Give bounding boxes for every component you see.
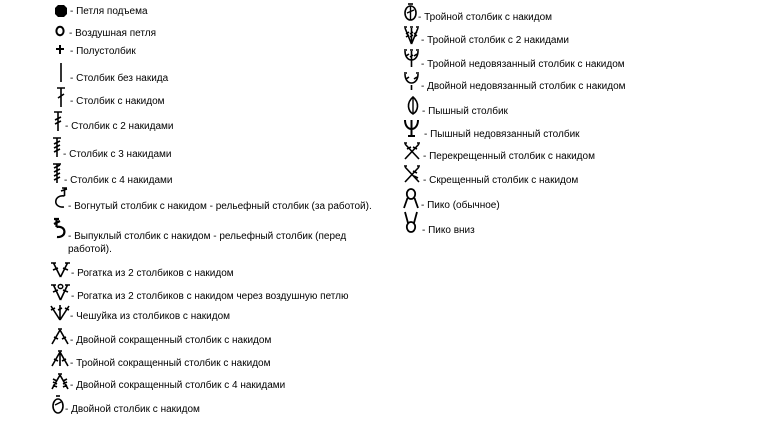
legend-label: - Пико (обычное) xyxy=(421,200,500,211)
legend-label: - Петля подъема xyxy=(70,6,148,17)
legend-item-treble-3yo xyxy=(51,136,171,161)
legend-item-back-post xyxy=(51,186,372,213)
legend-item-triple-dc-2yo xyxy=(403,26,569,47)
legend-item-stitch-no-yo xyxy=(55,62,168,85)
legend-item-crossed-stitch xyxy=(403,165,578,187)
legend-item-slip-loop xyxy=(54,4,148,18)
crossed-dc-icon xyxy=(403,142,421,161)
legend-label: - Пико вниз xyxy=(422,225,475,236)
slip-loop-dot-icon xyxy=(54,4,68,18)
legend-label: - Рогатка из 2 столбиков с накидом через воздушную петлю xyxy=(71,291,349,302)
picot-down-icon xyxy=(403,211,419,233)
puff-stitch-icon xyxy=(405,96,421,116)
legend-item-shell xyxy=(50,304,230,323)
unfinished-puff-icon xyxy=(403,118,420,138)
dc2tog-4yo-icon xyxy=(50,373,70,391)
legend-label: - Полустолбик xyxy=(70,46,136,57)
legend-item-treble-4yo xyxy=(51,162,172,187)
legend-item-crossed-dc xyxy=(403,142,595,163)
legend-label: - Тройной недовязанный столбик с накидом xyxy=(421,59,625,70)
double-crochet-icon xyxy=(55,86,67,108)
legend-item-picot xyxy=(403,188,500,212)
legend-item-chain xyxy=(55,25,156,40)
legend-item-treble-2yo xyxy=(52,110,173,133)
legend-item-v-stitch xyxy=(50,261,234,280)
legend-label: - Двойной сокращенный столбик с накидом xyxy=(70,335,272,346)
legend-label: - Вогнутый столбик с накидом - рельефный столбик (за работой). xyxy=(68,201,372,212)
triple-dc-2yo-icon xyxy=(403,26,420,46)
treble-3yo-icon xyxy=(51,136,63,158)
single-crochet-plus-icon xyxy=(55,44,66,56)
legend-label: - Пышный недовязанный столбик xyxy=(424,129,580,140)
treble-2yo-icon xyxy=(52,110,64,132)
legend-label: - Тройной сокращенный столбик с накидом xyxy=(70,358,271,369)
legend-item-dc3tog xyxy=(50,350,270,370)
legend-item-single-crochet xyxy=(55,44,136,58)
stitch-no-yo-icon xyxy=(55,62,67,84)
legend-item-double-dc xyxy=(51,395,200,416)
legend-item-triple-unfinished xyxy=(403,49,625,71)
legend-label: - Столбик с накидом xyxy=(70,96,165,107)
legend-item-dc2tog-4yo xyxy=(50,373,285,392)
treble-4yo-icon xyxy=(51,162,63,184)
legend-label: - Столбик без накида xyxy=(70,73,169,84)
legend-item-triple-dc xyxy=(403,3,552,24)
legend-item-double-unfinished xyxy=(403,72,626,93)
legend-label: - Пышный столбик xyxy=(422,106,508,117)
legend-item-picot-down xyxy=(403,211,475,237)
legend-label: - Столбик с 3 накидами xyxy=(63,149,172,160)
triple-dc-oval-icon xyxy=(403,3,418,23)
triple-unfinished-dc-icon xyxy=(403,49,420,69)
legend-label: - Тройной столбик с 2 накидами xyxy=(421,35,569,46)
front-post-dc-icon xyxy=(52,217,68,239)
legend-item-unfinished-puff xyxy=(403,118,580,141)
legend-label: - Столбик с 2 накидами xyxy=(65,121,174,132)
legend-item-front-post xyxy=(52,217,368,256)
crossed-stitch-icon xyxy=(403,165,421,184)
legend-label: - Выпуклый столбик с накидом - рельефный столбик (перед работой). xyxy=(68,231,347,255)
back-post-dc-icon xyxy=(51,186,68,210)
v-stitch-2dc-ch-icon xyxy=(50,283,71,303)
legend-item-v-stitch-ch xyxy=(50,283,349,303)
v-stitch-2dc-icon xyxy=(50,261,71,279)
legend-item-double-crochet xyxy=(55,86,165,108)
legend-label: - Перекрещенный столбик с накидом xyxy=(423,151,595,162)
chain-stitch-oval-icon xyxy=(55,25,66,37)
double-unfinished-dc-icon xyxy=(403,72,420,92)
legend-label: - Скрещенный столбик с накидом xyxy=(423,175,579,186)
legend-item-puff xyxy=(405,96,508,118)
legend-label: - Тройной столбик с накидом xyxy=(418,12,553,23)
legend-label: - Двойной сокращенный столбик с 4 накидами xyxy=(70,380,286,391)
legend-label: - Двойной столбик с накидом xyxy=(65,404,200,415)
dc2tog-icon xyxy=(50,328,70,346)
legend-label: - Столбик с 4 накидами xyxy=(64,175,173,186)
dc3tog-icon xyxy=(50,350,70,368)
legend-label: - Воздушная петля xyxy=(69,28,156,39)
legend-label: - Двойной недовязанный столбик с накидом xyxy=(421,81,626,92)
legend-label: - Чешуйка из столбиков с накидом xyxy=(70,311,231,322)
double-dc-oval-icon xyxy=(51,395,65,415)
legend-item-dc2tog xyxy=(50,328,271,347)
picot-icon xyxy=(403,188,419,210)
legend-label: - Рогатка из 2 столбиков с накидом xyxy=(71,268,234,279)
shell-dc-icon xyxy=(50,304,70,322)
